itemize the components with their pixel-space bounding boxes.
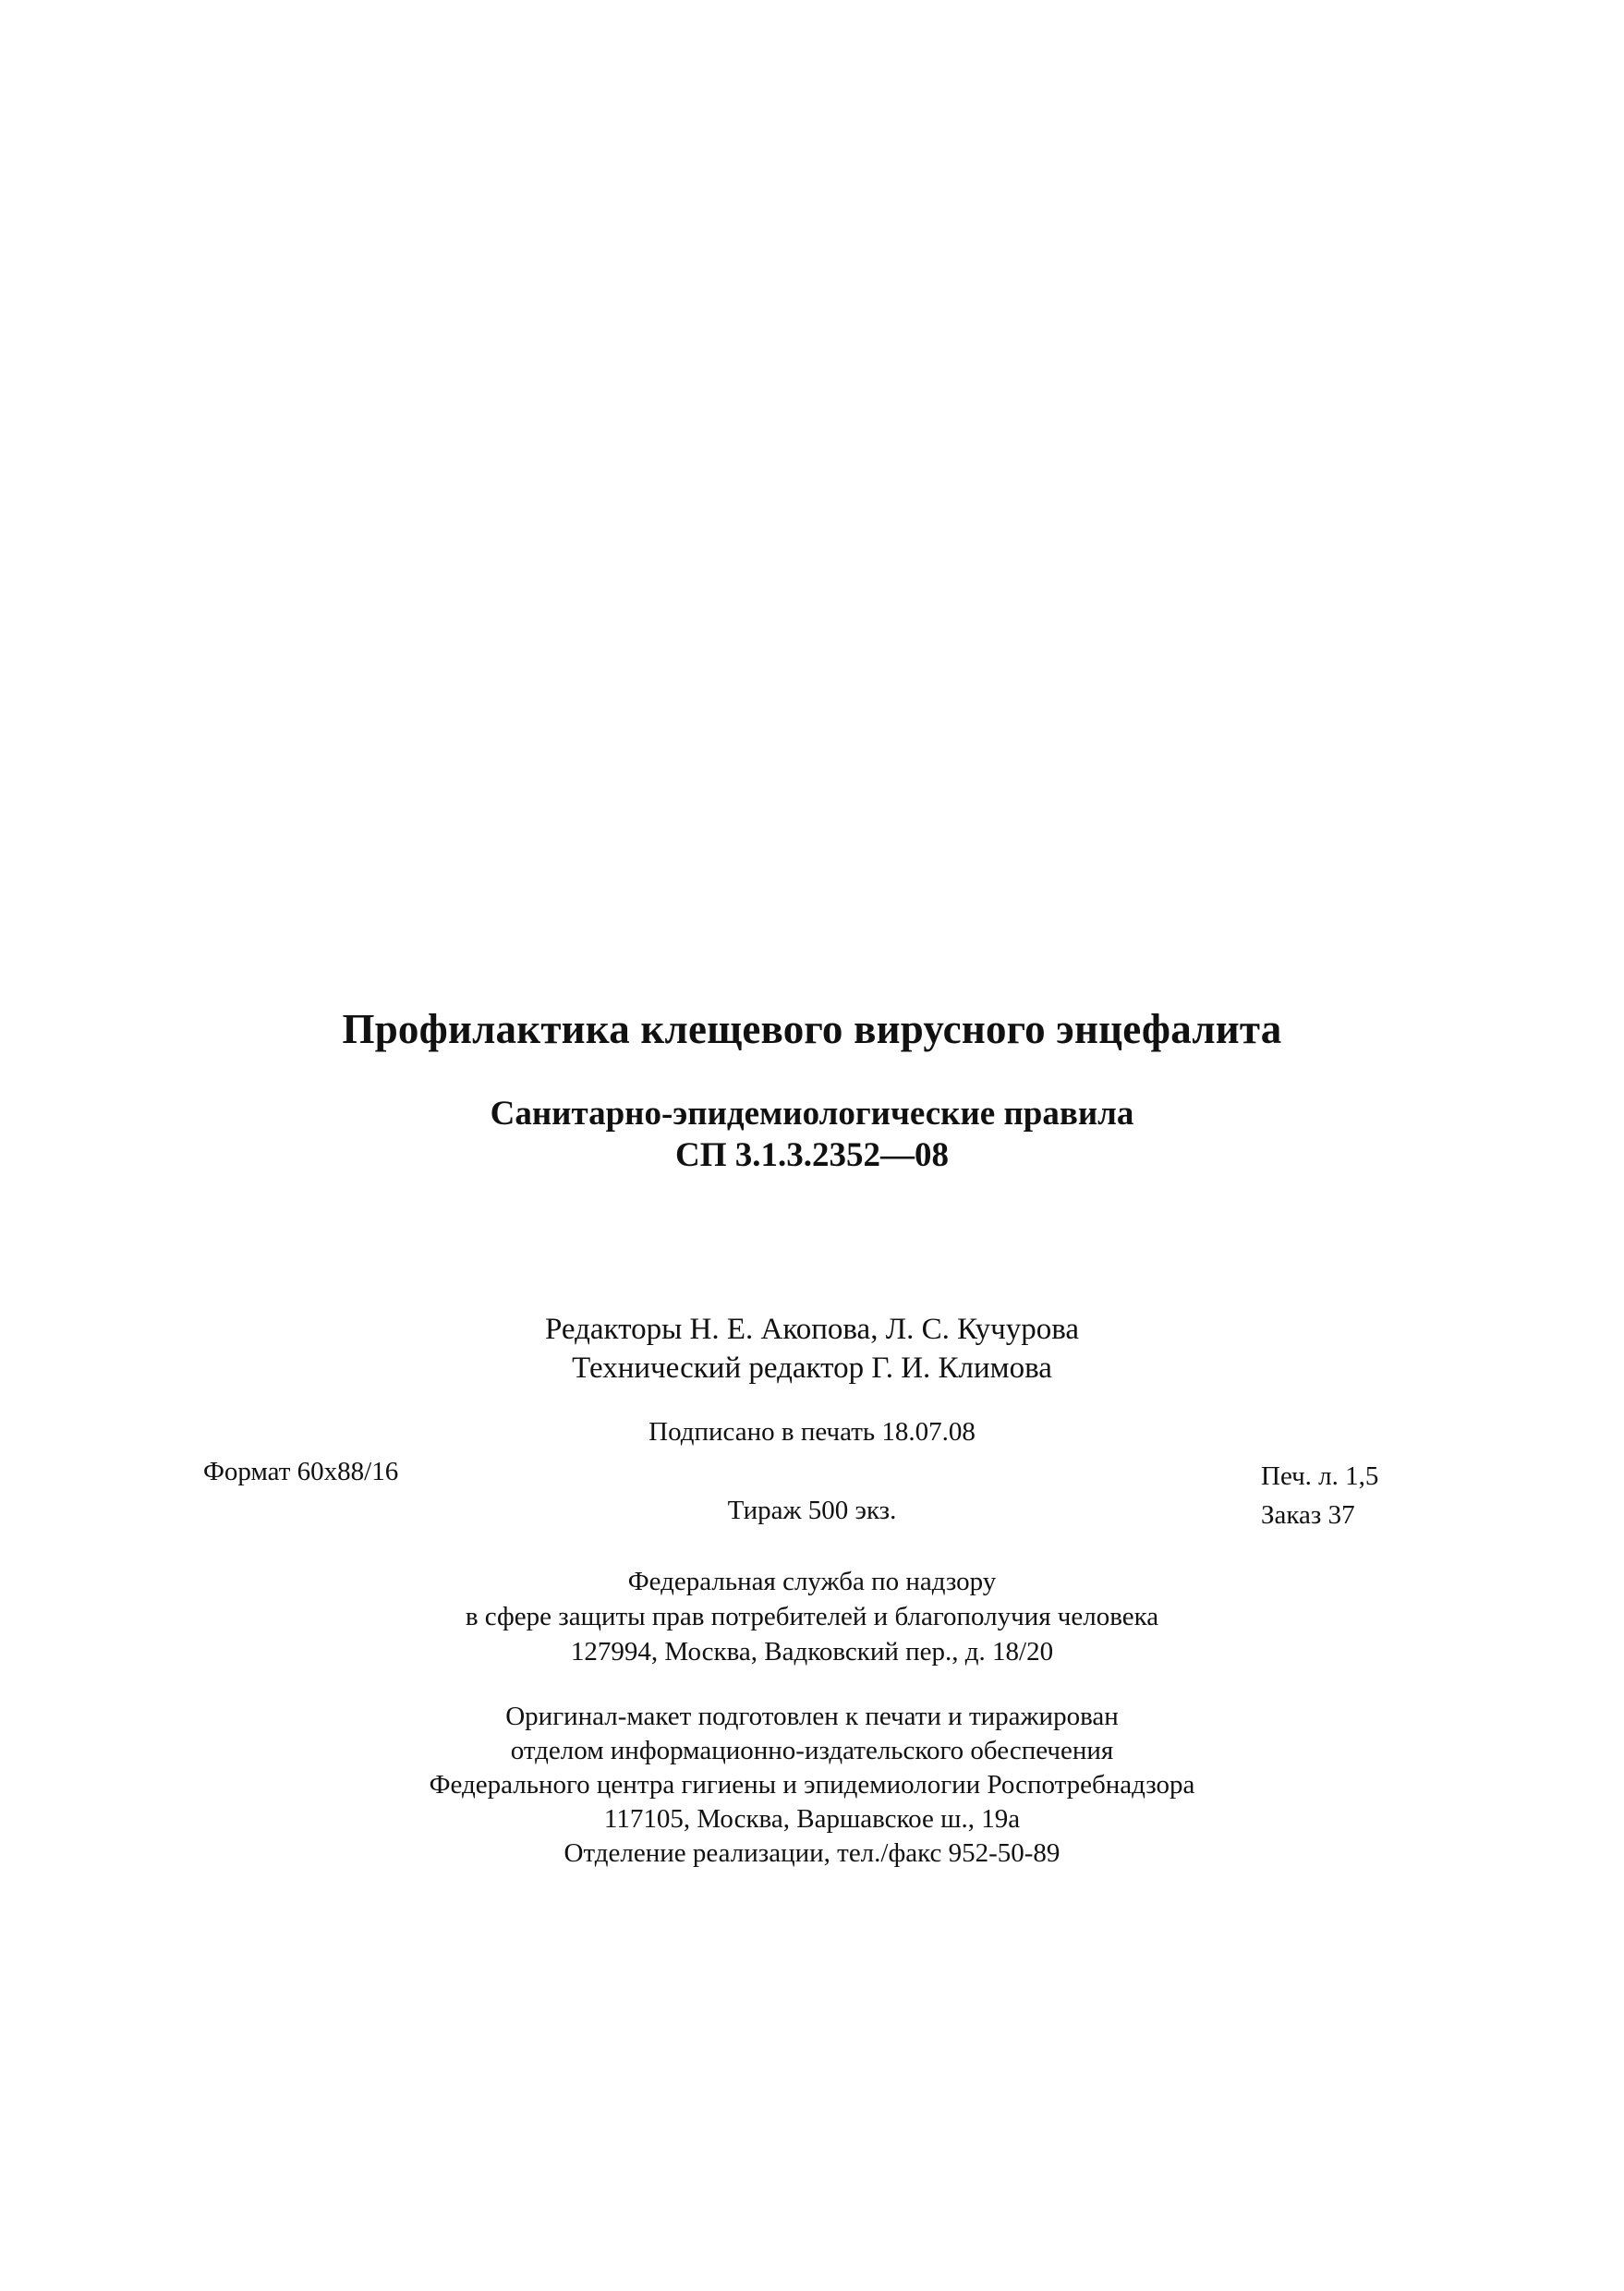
editors-block [0, 1310, 1624, 1388]
technical-editor-line: Технический редактор Г. И. Климова [572, 1352, 1052, 1385]
printer-line3: Федерального центра гигиены и эпидемиологии Роспотребнадзора [429, 1770, 1195, 1800]
signed-to-print: Подписано в печать 18.07.08 [648, 1417, 976, 1447]
subtitle-code: СП 3.1.3.2352—08 [675, 1136, 949, 1174]
organization-block [0, 1564, 1624, 1669]
format-label: Формат 60x88/16 [203, 1457, 399, 1486]
circulation: Тираж 500 экз. [727, 1496, 897, 1525]
printer-block [0, 1700, 1624, 1871]
organization-address: 127994, Москва, Вадковский пер., д. 18/20 [570, 1637, 1054, 1667]
document-subtitle [0, 1093, 1624, 1176]
order-number: Заказ 37 [1261, 1500, 1355, 1530]
printer-address: 117105, Москва, Варшавское ш., 19а [603, 1804, 1021, 1834]
organization-name-line1: Федеральная служба по надзору [627, 1567, 997, 1596]
print-sheets: Печ. л. 1,5 [1261, 1461, 1379, 1491]
sales-department-phone: Отделение реализации, тел./факс 952-50-89 [564, 1838, 1060, 1868]
organization-name-line2: в сфере защиты прав потребителей и благополучия человека [465, 1602, 1159, 1631]
printer-line2: отделом информационно-издательского обеспечения [510, 1736, 1114, 1765]
printer-line1: Оригинал-макет подготовлен к печати и тиражирован [505, 1702, 1119, 1731]
subtitle-rules-type: Санитарно-эпидемиологические правила [490, 1095, 1134, 1133]
document-title: Профилактика клещевого вирусного энцефалита [342, 1006, 1282, 1052]
editors-line: Редакторы Н. Е. Акопова, Л. С. Кучурова [544, 1313, 1079, 1346]
